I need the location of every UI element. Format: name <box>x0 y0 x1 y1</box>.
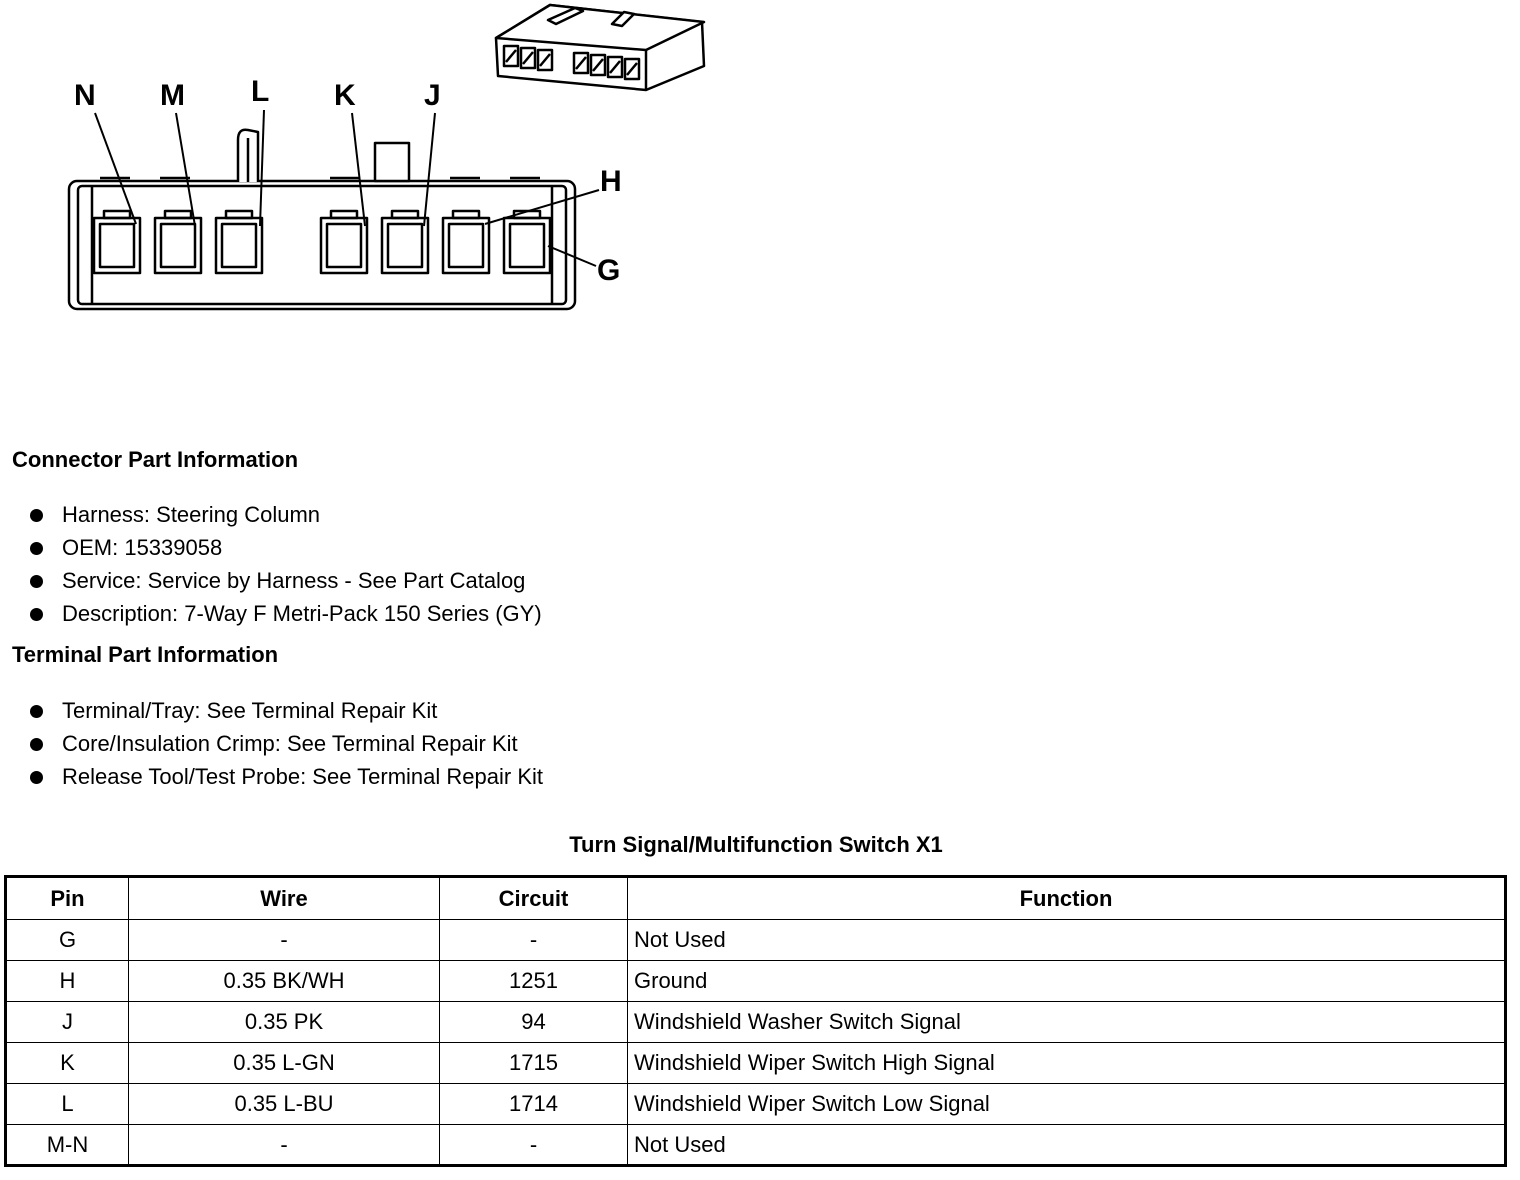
cell-pin: K <box>6 1043 129 1084</box>
table-title: Turn Signal/Multifunction Switch X1 <box>569 832 943 857</box>
header-wire: Wire <box>129 877 440 920</box>
cell-circuit: - <box>440 1125 628 1166</box>
list-item: Core/Insulation Crimp: See Terminal Repair Kit <box>28 729 543 762</box>
header-pin: Pin <box>6 877 129 920</box>
connector-diagram <box>0 0 720 330</box>
cell-circuit: - <box>440 920 628 961</box>
table-row <box>6 961 1506 1002</box>
connector-info-heading: Connector Part Information <box>12 447 299 472</box>
cell-function: Not Used <box>628 1125 1506 1166</box>
cell-pin: G <box>6 920 129 961</box>
connector-isometric-view <box>496 5 704 90</box>
cell-wire: 0.35 BK/WH <box>129 961 440 1002</box>
cell-circuit: 1714 <box>440 1084 628 1125</box>
cell-circuit: 1715 <box>440 1043 628 1084</box>
pin-leader-lines <box>95 110 599 266</box>
pin-label-m: M <box>160 79 185 112</box>
bullet-icon <box>30 738 43 751</box>
cell-wire: 0.35 L-BU <box>129 1084 440 1125</box>
bullet-icon <box>30 705 43 718</box>
pin-label-l: L <box>251 75 270 108</box>
list-item: Harness: Steering Column <box>28 500 542 533</box>
list-item: Service: Service by Harness - See Part Catalog <box>28 566 542 599</box>
table-row <box>6 1043 1506 1084</box>
cell-circuit: 94 <box>440 1002 628 1043</box>
cell-wire: - <box>129 1125 440 1166</box>
bullet-icon <box>30 509 43 522</box>
cell-pin: H <box>6 961 129 1002</box>
pin-label-k: K <box>334 79 356 112</box>
bullet-icon <box>30 771 43 784</box>
cell-function: Ground <box>628 961 1506 1002</box>
cell-function: Windshield Washer Switch Signal <box>628 1002 1506 1043</box>
list-item: Release Tool/Test Probe: See Terminal Repair Kit <box>28 762 543 795</box>
cell-wire: 0.35 PK <box>129 1002 440 1043</box>
connector-drawing <box>0 0 720 330</box>
cell-pin: J <box>6 1002 129 1043</box>
table-row <box>6 1002 1506 1043</box>
cell-circuit: 1251 <box>440 961 628 1002</box>
table-row <box>6 1125 1506 1166</box>
header-function: Function <box>628 877 1506 920</box>
list-item: Terminal/Tray: See Terminal Repair Kit <box>28 696 543 729</box>
cell-function: Windshield Wiper Switch Low Signal <box>628 1084 1506 1125</box>
bullet-icon <box>30 575 43 588</box>
connector-info-list <box>28 500 542 632</box>
pin-label-n: N <box>74 79 96 112</box>
pin-label-j: J <box>424 79 441 112</box>
terminal-info-heading: Terminal Part Information <box>12 642 279 667</box>
header-circuit: Circuit <box>440 877 628 920</box>
cell-function: Windshield Wiper Switch High Signal <box>628 1043 1506 1084</box>
table-row <box>6 920 1506 961</box>
pin-label-h: H <box>600 165 622 198</box>
table-row <box>6 1084 1506 1125</box>
list-item: Description: 7-Way F Metri-Pack 150 Series (GY) <box>28 599 542 632</box>
table-header-row <box>6 877 1506 920</box>
pinout-table <box>4 875 1507 1167</box>
cell-pin: M-N <box>6 1125 129 1166</box>
list-item: OEM: 15339058 <box>28 533 542 566</box>
pin-label-g: G <box>597 254 621 287</box>
terminal-info-list <box>28 696 543 795</box>
bullet-icon <box>30 608 43 621</box>
cell-wire: 0.35 L-GN <box>129 1043 440 1084</box>
cell-function: Not Used <box>628 920 1506 961</box>
cell-pin: L <box>6 1084 129 1125</box>
cell-wire: - <box>129 920 440 961</box>
bullet-icon <box>30 542 43 555</box>
